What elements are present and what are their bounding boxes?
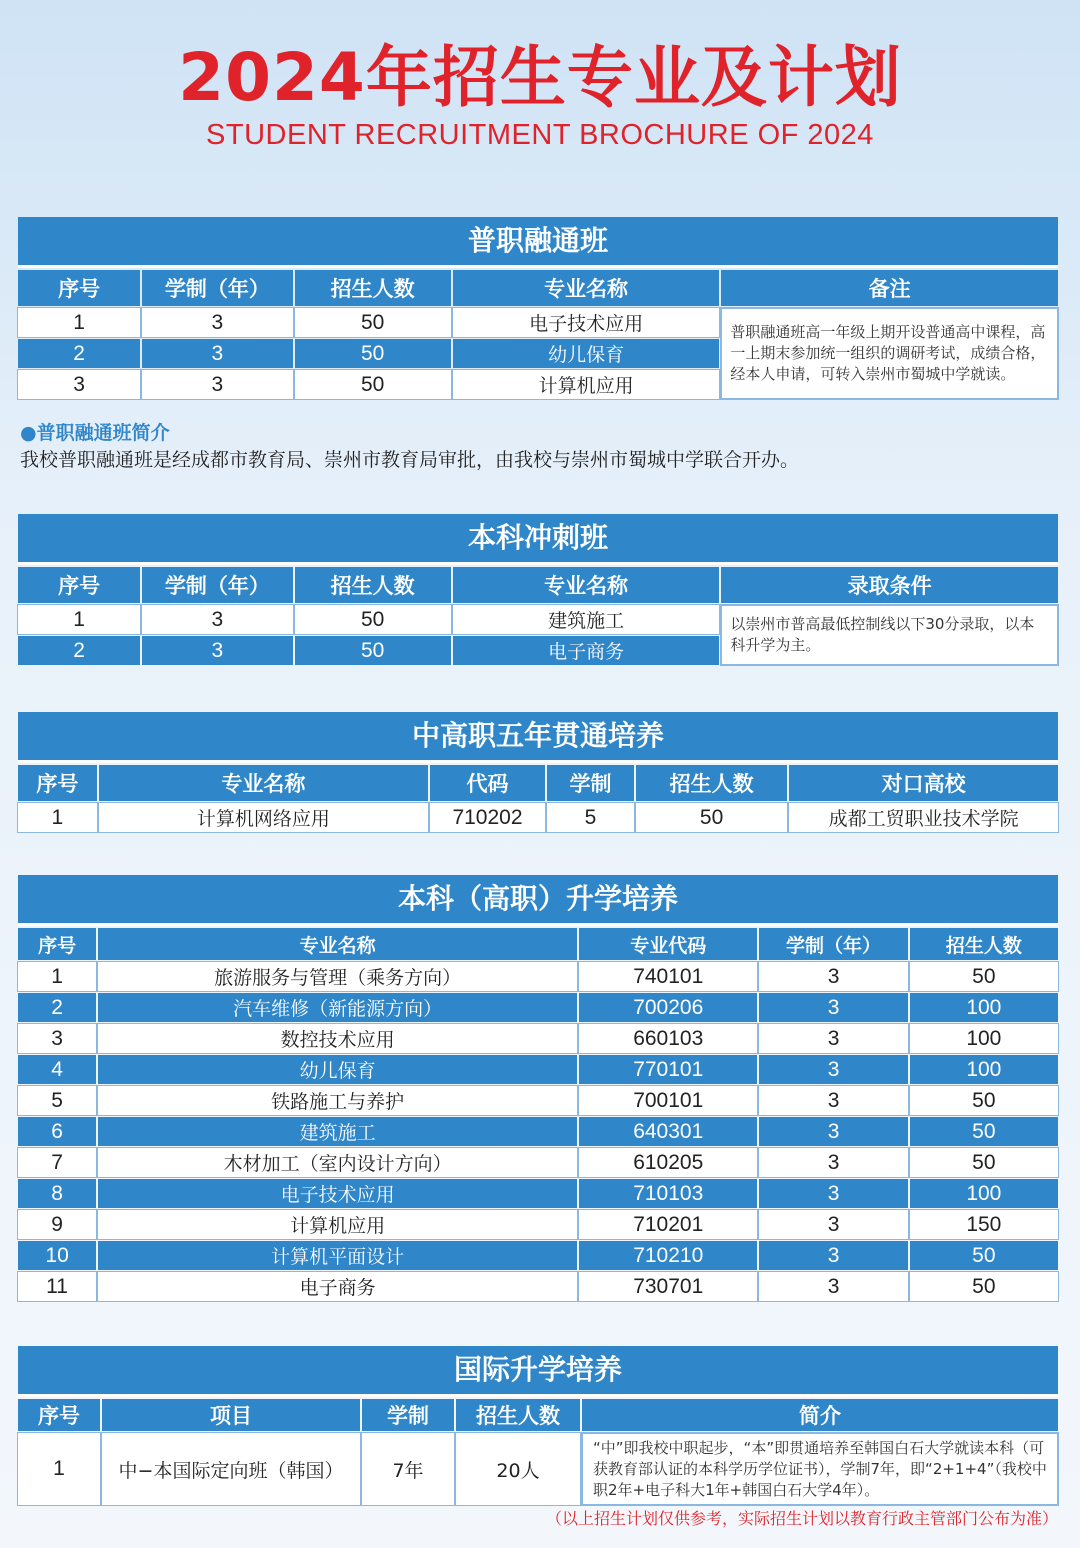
col-header: 专业名称 (98, 928, 577, 960)
table-row (18, 1117, 1058, 1146)
col-header: 专业名称 (99, 765, 428, 801)
five-year-table (16, 763, 1060, 834)
table-row (18, 1210, 1058, 1239)
cell: 100 (910, 1055, 1058, 1084)
col-header: 招生人数 (295, 567, 451, 603)
col-header: 序号 (18, 270, 140, 306)
cell: 5 (18, 1086, 96, 1115)
cell: 9 (18, 1210, 96, 1239)
table-row (18, 962, 1058, 991)
cell: 740101 (579, 962, 757, 991)
col-header: 简介 (582, 1399, 1058, 1431)
cell: 幼儿保育 (453, 339, 720, 368)
cell: 50 (910, 1117, 1058, 1146)
gaozhi-table (16, 926, 1060, 1303)
section-benke-sprint (18, 514, 1058, 667)
table-header-row (18, 928, 1058, 960)
table-row (18, 1241, 1058, 1270)
puzhi-table (16, 268, 1060, 401)
cell: 3 (759, 1148, 907, 1177)
cell: 建筑施工 (98, 1117, 577, 1146)
cell: 4 (18, 1055, 96, 1084)
cell: 700101 (579, 1086, 757, 1115)
cell: 数控技术应用 (98, 1024, 577, 1053)
cell: 7年 (362, 1433, 454, 1505)
cell: 640301 (579, 1117, 757, 1146)
intro-block (20, 420, 799, 474)
cell: 1 (18, 803, 97, 832)
cell: 150 (910, 1210, 1058, 1239)
section-title: 国际升学培养 (18, 1346, 1058, 1397)
cell: 50 (295, 308, 451, 337)
page-subtitle: STUDENT RECRUITMENT BROCHURE OF 2024 (206, 119, 874, 151)
section-title: 本科（高职）升学培养 (18, 875, 1058, 926)
col-header: 专业代码 (579, 928, 757, 960)
col-header: 学制 (362, 1399, 454, 1431)
cell: 3 (759, 1086, 907, 1115)
cell: 计算机平面设计 (98, 1241, 577, 1270)
cell: 50 (636, 803, 787, 832)
section-title: 中高职五年贯通培养 (18, 712, 1058, 763)
table-row (18, 1179, 1058, 1208)
cell: 7 (18, 1148, 96, 1177)
cell: 50 (910, 1148, 1058, 1177)
table-row (18, 1086, 1058, 1115)
table-row (18, 1024, 1058, 1053)
note-cell: 普职融通班高一年级上期开设普通高中课程，高一上期末参加统一组织的调研考试，成绩合格，经本人申请，可转入崇州市蜀城中学就读。 (721, 308, 1058, 399)
section-title: 普职融通班 (18, 217, 1058, 268)
cell: 50 (910, 1241, 1058, 1270)
cell: 成都工贸职业技术学院 (789, 803, 1058, 832)
section-international (18, 1346, 1058, 1507)
cell: 50 (910, 1272, 1058, 1301)
col-header: 招生人数 (295, 270, 451, 306)
cell: 50 (295, 636, 451, 665)
col-header: 招生人数 (456, 1399, 580, 1431)
page-header (0, 38, 1080, 152)
col-header: 序号 (18, 765, 97, 801)
table-row (18, 1148, 1058, 1177)
cell: 3 (142, 370, 292, 399)
cell: 710103 (579, 1179, 757, 1208)
table-header-row (18, 765, 1058, 801)
col-header: 学制 (547, 765, 634, 801)
section-title: 本科冲刺班 (18, 514, 1058, 565)
cell: 710202 (430, 803, 545, 832)
col-header: 招生人数 (910, 928, 1058, 960)
cell: 710201 (579, 1210, 757, 1239)
cell: 木材加工（室内设计方向） (98, 1148, 577, 1177)
footnote: （以上招生计划仅供参考，实际招生计划以教育行政主管部门公布为准） (545, 1509, 1058, 1528)
cell: 2 (18, 993, 96, 1022)
table-row (18, 605, 1058, 634)
col-header: 备注 (721, 270, 1058, 306)
cell: 100 (910, 1179, 1058, 1208)
cell: 1 (18, 605, 140, 634)
cell: 3 (759, 1272, 907, 1301)
col-header: 代码 (430, 765, 545, 801)
section-five-year (18, 712, 1058, 834)
cell: 50 (295, 339, 451, 368)
international-table (16, 1397, 1060, 1507)
cell: 700206 (579, 993, 757, 1022)
cell: 3 (142, 605, 292, 634)
intro-text: 我校普职融通班是经成都市教育局、崇州市教育局审批，由我校与崇州市蜀城中学联合开办。 (20, 449, 800, 471)
cell: 电子技术应用 (453, 308, 720, 337)
cell: 5 (547, 803, 634, 832)
table-row (18, 1055, 1058, 1084)
table-row (18, 1272, 1058, 1301)
col-header: 序号 (18, 1399, 100, 1431)
cell: 计算机应用 (98, 1210, 577, 1239)
cell: 10 (18, 1241, 96, 1270)
cell: 3 (759, 962, 907, 991)
section-gaozhi (18, 875, 1058, 1303)
table-row (18, 993, 1058, 1022)
section-puzhi (18, 217, 1058, 401)
cell: 旅游服务与管理（乘务方向） (98, 962, 577, 991)
table-row (18, 803, 1058, 832)
cell: 50 (910, 962, 1058, 991)
col-header: 序号 (18, 567, 140, 603)
cell: 3 (759, 1210, 907, 1239)
table-header-row (18, 270, 1058, 306)
cell: 3 (18, 1024, 96, 1053)
cell: 1 (18, 962, 96, 991)
table-row (18, 1433, 1058, 1505)
table-header-row (18, 1399, 1058, 1431)
cell: 11 (18, 1272, 96, 1301)
cell: 计算机应用 (453, 370, 720, 399)
cell: 3 (759, 993, 907, 1022)
cell: 50 (910, 1086, 1058, 1115)
table-header-row (18, 567, 1058, 603)
cell: 100 (910, 993, 1058, 1022)
cell: 100 (910, 1024, 1058, 1053)
cell: 3 (142, 339, 292, 368)
cell: 610205 (579, 1148, 757, 1177)
cell: 3 (142, 308, 292, 337)
sprint-table (16, 565, 1060, 667)
cell: 中−本国际定向班（韩国） (102, 1433, 360, 1505)
cell: 8 (18, 1179, 96, 1208)
cell: 1 (18, 308, 140, 337)
page-title: 2024年招生专业及计划 (178, 39, 902, 116)
col-header: 对口高校 (789, 765, 1058, 801)
cell: 730701 (579, 1272, 757, 1301)
cell: 电子商务 (453, 636, 720, 665)
table-row (18, 308, 1058, 337)
note-cell: “中”即我校中职起步，“本”即贯通培养至韩国白石大学就读本科（可获教育部认证的本科学历学位证书），学制7年，即“2+1+4”（我校中职2年+电子科大1年+韩国白石大学4年）。 (582, 1433, 1058, 1505)
col-header: 学制（年） (142, 270, 292, 306)
col-header: 学制（年） (759, 928, 907, 960)
cell: 2 (18, 339, 140, 368)
col-header: 专业名称 (453, 270, 720, 306)
cell: 6 (18, 1117, 96, 1146)
cell: 50 (295, 605, 451, 634)
cell: 3 (18, 370, 140, 399)
note-cell: 以崇州市普高最低控制线以下30分录取，以本科升学为主。 (721, 605, 1058, 665)
cell: 770101 (579, 1055, 757, 1084)
cell: 50 (295, 370, 451, 399)
cell: 3 (759, 1024, 907, 1053)
col-header: 录取条件 (721, 567, 1058, 603)
col-header: 项目 (102, 1399, 360, 1431)
cell: 3 (759, 1117, 907, 1146)
cell: 1 (18, 1433, 100, 1505)
cell: 3 (759, 1241, 907, 1270)
col-header: 序号 (18, 928, 96, 960)
cell: 电子商务 (98, 1272, 577, 1301)
cell: 3 (759, 1055, 907, 1084)
cell: 710210 (579, 1241, 757, 1270)
cell: 建筑施工 (453, 605, 720, 634)
col-header: 招生人数 (636, 765, 787, 801)
col-header: 专业名称 (453, 567, 720, 603)
cell: 3 (759, 1179, 907, 1208)
cell: 3 (142, 636, 292, 665)
cell: 660103 (579, 1024, 757, 1053)
cell: 幼儿保育 (98, 1055, 577, 1084)
cell: 2 (18, 636, 140, 665)
cell: 电子技术应用 (98, 1179, 577, 1208)
cell: 20人 (456, 1433, 580, 1505)
cell: 铁路施工与养护 (98, 1086, 577, 1115)
cell: 汽车维修（新能源方向） (98, 993, 577, 1022)
col-header: 学制（年） (142, 567, 292, 603)
intro-title: ●普职融通班简介 (20, 422, 170, 444)
cell: 计算机网络应用 (99, 803, 428, 832)
